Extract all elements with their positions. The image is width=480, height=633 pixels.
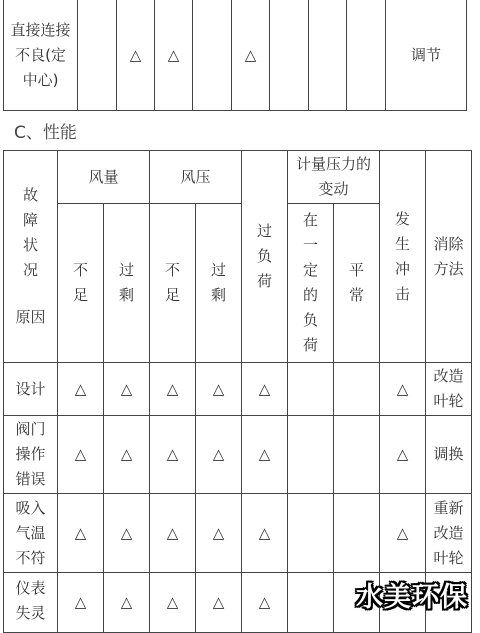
symptom-cell: △	[242, 363, 288, 416]
symptom-cell	[347, 0, 386, 111]
symptom-cell: △	[380, 363, 426, 416]
symptom-cell	[334, 363, 380, 416]
air-volume-excess: 过剩	[104, 204, 150, 363]
symptom-cell: △	[242, 573, 288, 633]
table-row	[4, 494, 472, 573]
symptom-cell	[78, 0, 117, 111]
symptom-cell	[288, 573, 334, 633]
symptom-cell: △	[58, 494, 104, 573]
remedy-cell: 调换	[426, 416, 472, 494]
meter-pressure-header: 计量压力的变动	[288, 151, 380, 204]
cause-cell: 阀门操作错误	[4, 416, 58, 494]
performance-fault-table	[3, 150, 472, 633]
air-pressure-excess: 过剩	[196, 204, 242, 363]
symptom-cell: △	[58, 363, 104, 416]
symptom-cell	[288, 363, 334, 416]
watermark-logo-text: 水美环保	[356, 582, 468, 613]
fault-cause-header	[4, 151, 58, 363]
section-heading: C、性能	[14, 123, 77, 143]
symptom-cell	[334, 416, 380, 494]
symptom-cell: △	[150, 494, 196, 573]
fault-label: 故障状况	[22, 186, 38, 279]
symptom-cell: △	[232, 0, 270, 111]
symptom-cell: △	[196, 416, 242, 494]
shock-header: 发生冲击	[380, 151, 426, 363]
cause-cell: 仪表失灵	[4, 573, 58, 633]
table-row	[4, 0, 467, 111]
symptom-cell: △	[196, 363, 242, 416]
symptom-cell: △	[58, 416, 104, 494]
air-volume-insufficient: 不足	[58, 204, 104, 363]
cause-label: 原因	[15, 308, 46, 326]
air-pressure-insufficient: 不足	[150, 204, 196, 363]
header-row	[4, 151, 472, 204]
symptom-cell: △	[150, 363, 196, 416]
cause-cell: 设计	[4, 363, 58, 416]
remedy-cell: 改造叶轮	[426, 363, 472, 416]
symptom-cell: △	[150, 416, 196, 494]
symptom-cell: △	[196, 573, 242, 633]
symptom-cell: △	[58, 573, 104, 633]
symptom-cell: △	[196, 494, 242, 573]
symptom-cell: △	[104, 416, 150, 494]
overload-header: 过负荷	[242, 151, 288, 363]
symptom-cell: △	[104, 573, 150, 633]
symptom-cell: △	[117, 0, 155, 111]
symptom-cell: △	[155, 0, 193, 111]
symptom-cell: △	[380, 494, 426, 573]
symptom-cell	[288, 494, 334, 573]
symptom-cell	[270, 0, 309, 111]
symptom-cell	[309, 0, 347, 111]
symptom-cell: △	[242, 416, 288, 494]
previous-table-fragment	[3, 0, 467, 111]
symptom-cell: △	[104, 363, 150, 416]
remedy-header: 消除方法	[426, 151, 472, 363]
remedy-cell: 重新改造叶轮	[426, 494, 472, 573]
under-load-header: 在一定的负荷	[288, 204, 334, 363]
air-pressure-header: 风压	[150, 151, 242, 204]
symptom-cell: △	[104, 494, 150, 573]
cause-cell: 吸入气温不符	[4, 494, 58, 573]
table-row	[4, 416, 472, 494]
symptom-cell: △	[150, 573, 196, 633]
cause-cell: 直接连接不良(定中心)	[4, 0, 78, 111]
symptom-cell	[193, 0, 232, 111]
symptom-cell: △	[242, 494, 288, 573]
remedy-cell: 调节	[386, 0, 467, 111]
symptom-cell: △	[380, 416, 426, 494]
symptom-cell	[334, 494, 380, 573]
symptom-cell	[288, 416, 334, 494]
table-row	[4, 363, 472, 416]
air-volume-header: 风量	[58, 151, 150, 204]
normal-header: 平常	[334, 204, 380, 363]
